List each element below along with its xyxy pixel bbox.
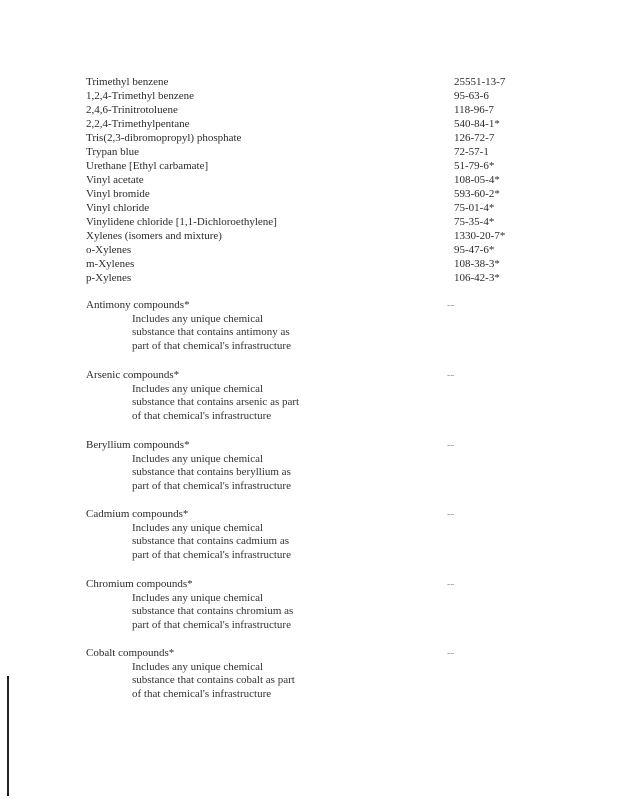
cas-number: 95-47-6* [454,244,495,256]
chemical-row [86,230,536,243]
cas-number: 75-01-4* [454,202,495,214]
chemical-row [86,104,536,117]
chemical-name: Xylenes (isomers and mixture) [86,230,222,242]
chemical-row [86,202,536,215]
compound-description: Includes any unique chemical substance that contains arsenic as part of that chemical's infrastructure [132,383,300,422]
cas-number: 108-38-3* [454,258,500,270]
chemical-row [86,174,536,187]
chemical-row [86,160,536,173]
compound-description: Includes any unique chemical substance that contains beryllium as part of that chemical's infrastructure [132,453,291,492]
compound-description: Includes any unique chemical substance that contains chromium as part of that chemical's infrastructure [132,592,294,631]
compound-description: Includes any unique chemical substance that contains antimony as part of that chemical's infrastructure [132,313,291,352]
scan-edge-mark [7,676,9,796]
cas-placeholder: -- [447,647,455,659]
chemical-name: 2,4,6-Trinitrotoluene [86,104,178,116]
chemical-name: m-Xylenes [86,258,135,270]
cas-number: 540-84-1* [454,118,500,130]
chemical-row [86,146,536,159]
cas-placeholder: -- [447,299,455,311]
chemical-row [86,188,536,201]
cas-number: 108-05-4* [454,174,500,186]
chemical-name: Vinyl bromide [86,188,150,200]
chemical-name: Vinylidene chloride [1,1-Dichloroethylene] [86,216,277,228]
compound-description: Includes any unique chemical substance that contains cobalt as part of that chemical's infrastructure [132,661,295,700]
chemical-name: Trimethyl benzene [86,76,169,88]
chemical-row [86,216,536,229]
chemical-name: p-Xylenes [86,272,132,284]
chemical-row [86,258,536,271]
chemical-row [86,90,536,103]
compound-name: Cobalt compounds* [86,647,175,659]
cas-placeholder: -- [447,508,455,520]
compound-name: Antimony compounds* [86,299,190,311]
chemical-name: Trypan blue [86,146,140,158]
cas-number: 118-96-7 [454,104,494,116]
chemical-row [86,244,536,257]
chemical-row [86,272,536,285]
compound-name: Chromium compounds* [86,578,193,590]
compound-name: Cadmium compounds* [86,508,189,520]
chemical-name: o-Xylenes [86,244,132,256]
cas-number: 95-63-6 [454,90,489,102]
chemical-row [86,118,536,131]
cas-number: 1330-20-7* [454,230,506,242]
cas-number: 72-57-1 [454,146,489,158]
compound-description: Includes any unique chemical substance that contains cadmium as part of that chemical's infrastructure [132,522,291,561]
chemical-name: 2,2,4-Trimethylpentane [86,118,190,130]
cas-placeholder: -- [447,369,455,381]
cas-number: 25551-13-7 [454,76,506,88]
chemical-row [86,132,536,145]
chemical-name: Urethane [Ethyl carbamate] [86,160,209,172]
chemical-name: Vinyl acetate [86,174,144,186]
chemical-name: Vinyl chloride [86,202,150,214]
chemical-name: 1,2,4-Trimethyl benzene [86,90,195,102]
cas-number: 106-42-3* [454,272,500,284]
cas-placeholder: -- [447,578,455,590]
compound-name: Arsenic compounds* [86,369,180,381]
cas-number: 51-79-6* [454,160,495,172]
cas-number: 75-35-4* [454,216,495,228]
cas-number: 593-60-2* [454,188,500,200]
cas-placeholder: -- [447,439,455,451]
chemical-row [86,76,536,89]
chemical-name: Tris(2,3-dibromopropyl) phosphate [86,132,242,144]
compound-name: Beryllium compounds* [86,439,190,451]
cas-number: 126-72-7 [454,132,495,144]
